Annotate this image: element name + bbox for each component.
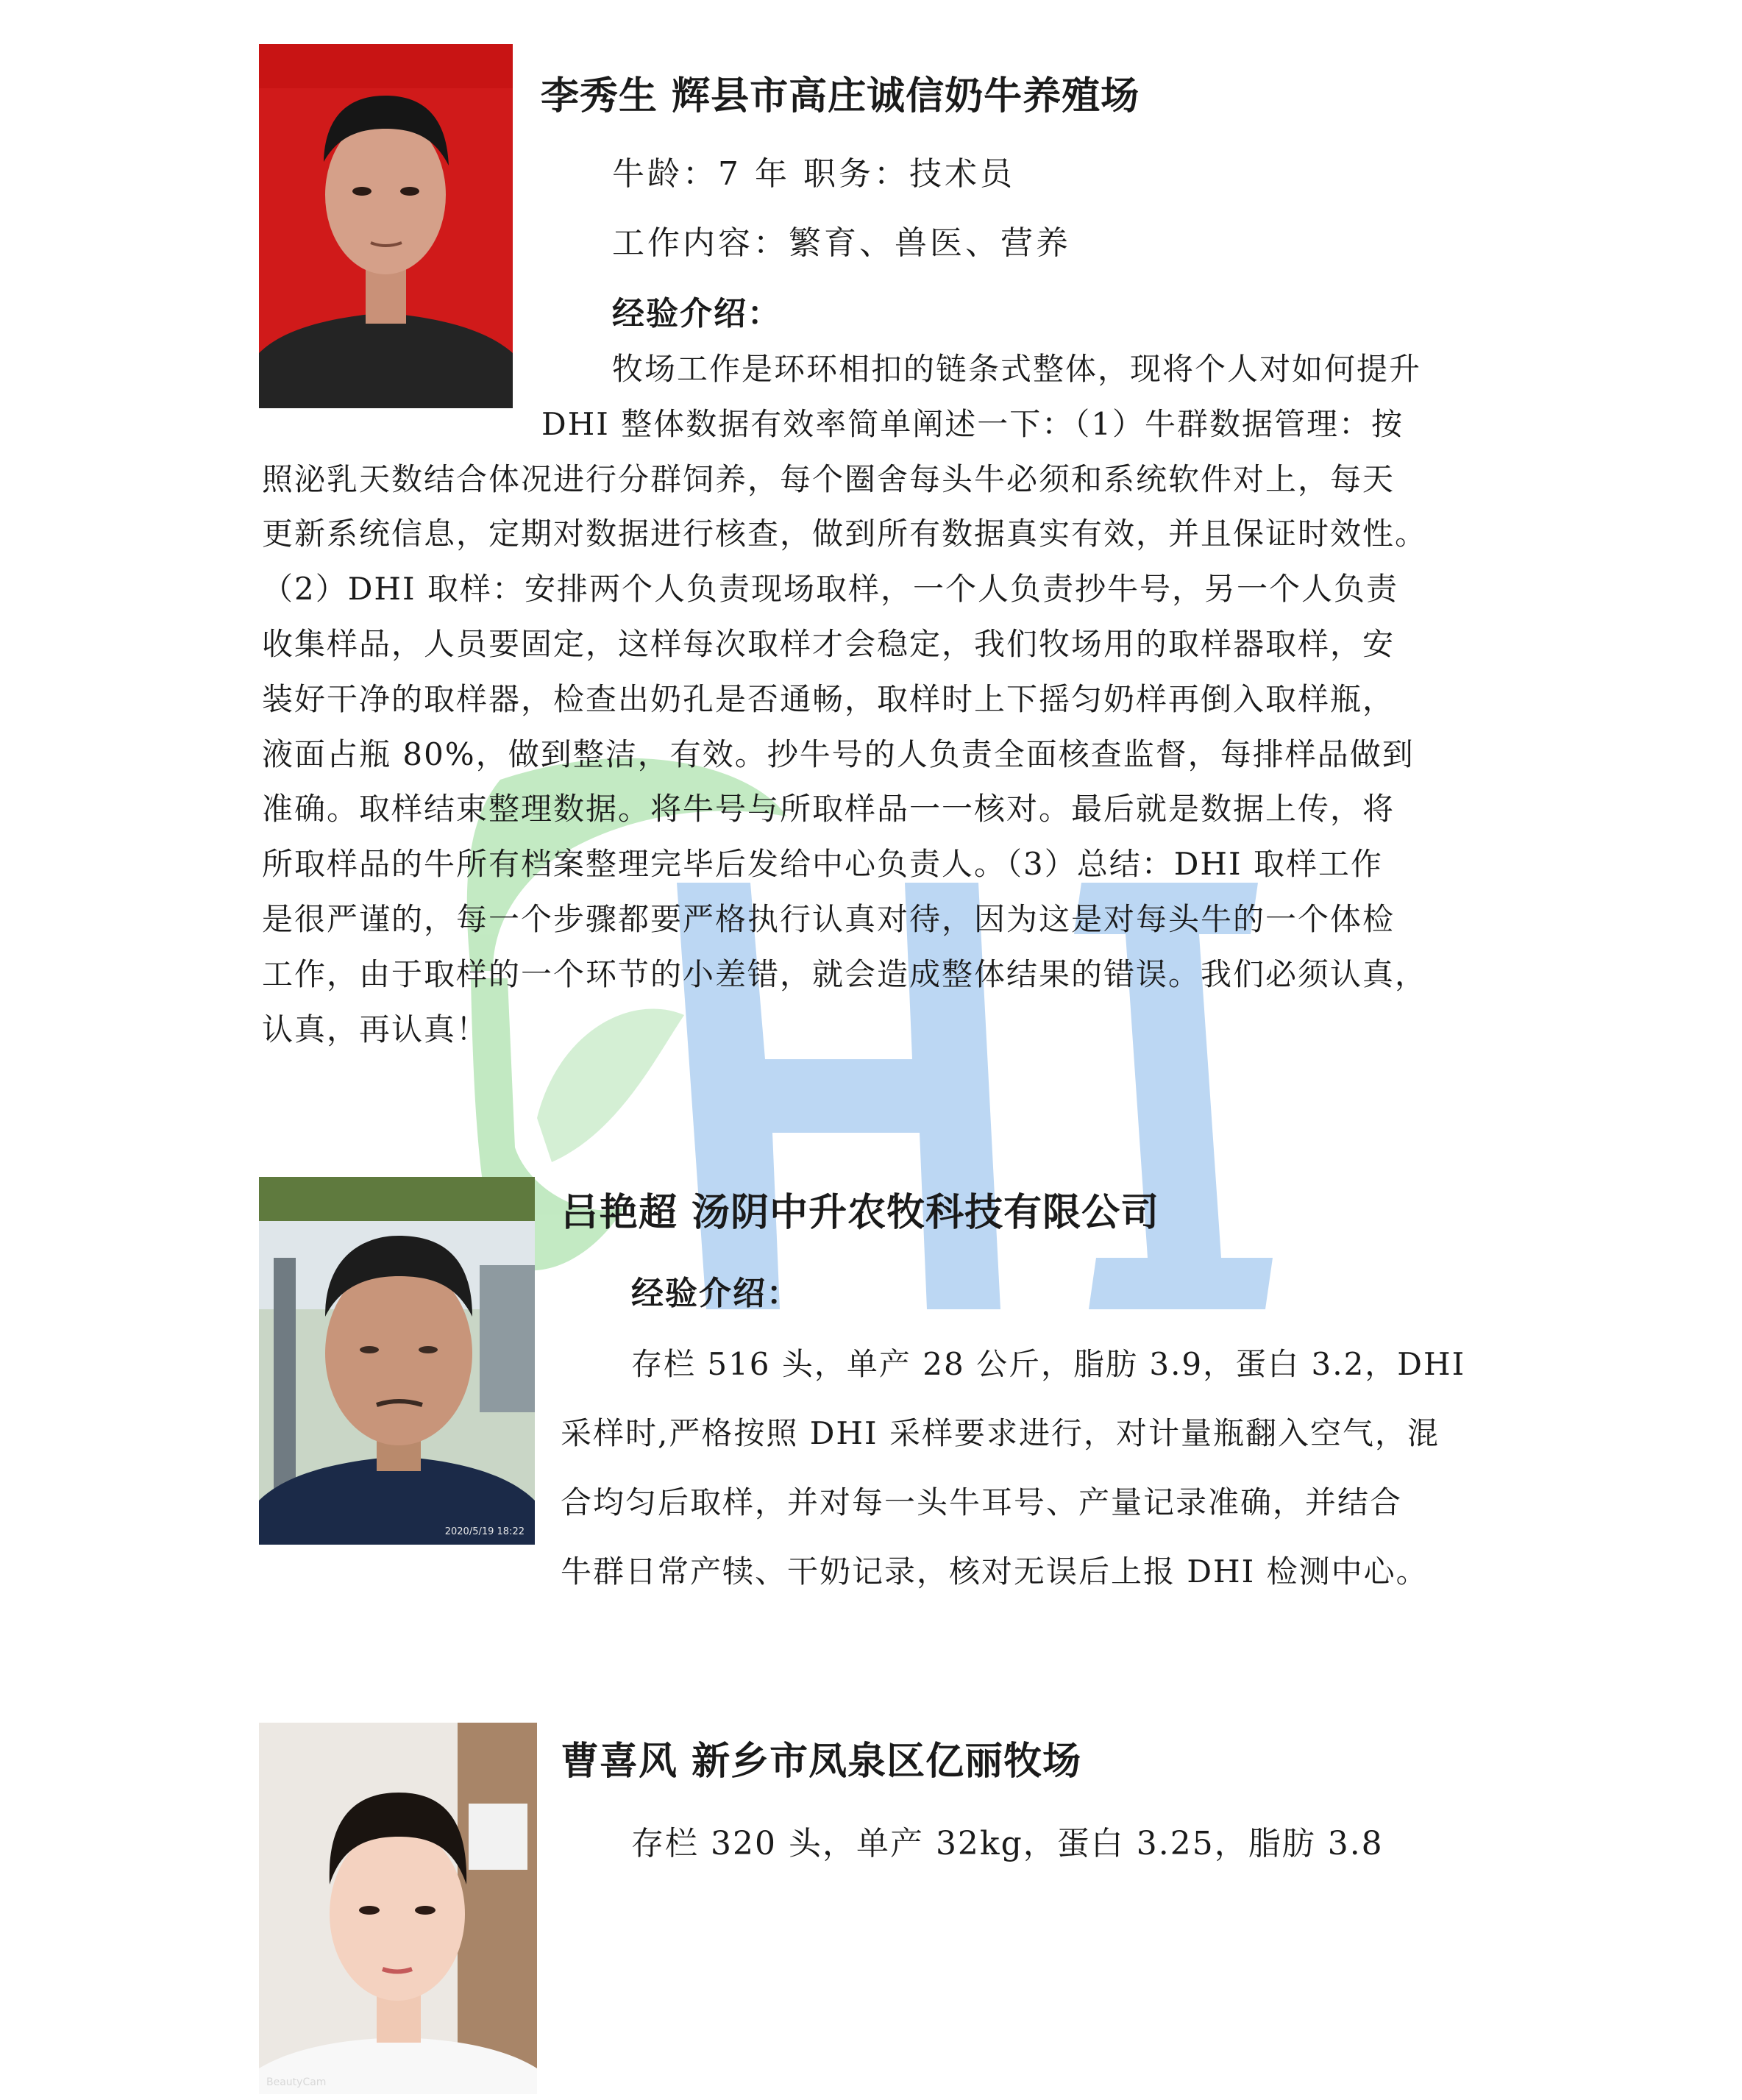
paragraph-line: 采样时,严格按照 DHI 采样要求进行，对计量瓶翻入空气，混 — [561, 1415, 1440, 1451]
paragraph-line: 合均匀后取样，并对每一头牛耳号、产量记录准确，并结合 — [561, 1484, 1403, 1520]
paragraph-line: 是很严谨的，每一个步骤都要严格执行认真对待，因为这是对每头牛的一个体检 — [262, 900, 1396, 937]
paragraph-line: 准确。取样结束整理数据。将牛号与所取样品一一核对。最后就是数据上传，将 — [262, 791, 1396, 827]
paragraph-line: 更新系统信息，定期对数据进行核查，做到所有数据真实有效，并且保证时效性。 — [262, 516, 1428, 552]
paragraph-line: 认真，再认真！ — [262, 1011, 489, 1047]
person-heading: 吕艳超 汤阴中升农牧科技有限公司 — [561, 1191, 1160, 1235]
paragraph-line: 牧场工作是环环相扣的链条式整体，现将个人对如何提升 — [612, 351, 1422, 387]
paragraph-line: 存栏 516 头，单产 28 公斤，脂肪 3.9，蛋白 3.2，DHI — [631, 1346, 1466, 1382]
work-content-line: 工作内容：繁育、兽医、营养 — [612, 224, 1071, 262]
paragraph-line: 收集样品，人员要固定，这样每次取样才会稳定，我们牧场用的取样器取样，安 — [262, 625, 1396, 662]
experience-paragraph — [262, 342, 1480, 1057]
photo-brand-mark: BeautyCam — [266, 2076, 327, 2088]
stats-line: 存栏 320 头，单产 32kg，蛋白 3.25，脂肪 3.8 — [631, 1825, 1384, 1862]
person-photo-cao-xifeng — [259, 1723, 537, 2094]
person-photo-lv-yanchao — [259, 1177, 535, 1545]
paragraph-line: 工作，由于取样的一个环节的小差错，就会造成整体结果的错误。我们必须认真， — [262, 955, 1428, 992]
paragraph-line: DHI 整体数据有效率简单阐述一下：（1）牛群数据管理：按 — [541, 405, 1404, 442]
paragraph-line: 牛群日常产犊、干奶记录，核对无误后上报 DHI 检测中心。 — [561, 1553, 1429, 1590]
cattle-age-duty-line: 牛龄：7 年 职务：技术员 — [612, 155, 1015, 193]
experience-paragraph — [561, 1330, 1487, 1606]
person-heading: 李秀生 辉县市高庄诚信奶牛养殖场 — [541, 74, 1140, 118]
person-heading: 曹喜风 新乡市凤泉区亿丽牧场 — [561, 1740, 1082, 1784]
paragraph-line: 液面占瓶 80%，做到整洁，有效。抄牛号的人负责全面核查监督，每排样品做到 — [262, 736, 1415, 772]
paragraph-line: 装好干净的取样器，检查出奶孔是否通畅，取样时上下摇匀奶样再倒入取样瓶， — [262, 680, 1396, 717]
experience-label: 经验介绍： — [631, 1275, 800, 1312]
paragraph-line: 照泌乳天数结合体况进行分群饲养，每个圈舍每头牛必须和系统软件对上，每天 — [262, 460, 1396, 497]
photo-timestamp: 2020/5/19 18:22 — [444, 1526, 525, 1537]
paragraph-line: 所取样品的牛所有档案整理完毕后发给中心负责人。（3）总结：DHI 取样工作 — [262, 846, 1383, 883]
experience-label: 经验介绍： — [612, 295, 781, 332]
paragraph-line: （2）DHI 取样：安排两个人负责现场取样，一个人负责抄牛号，另一个人负责 — [262, 571, 1398, 608]
